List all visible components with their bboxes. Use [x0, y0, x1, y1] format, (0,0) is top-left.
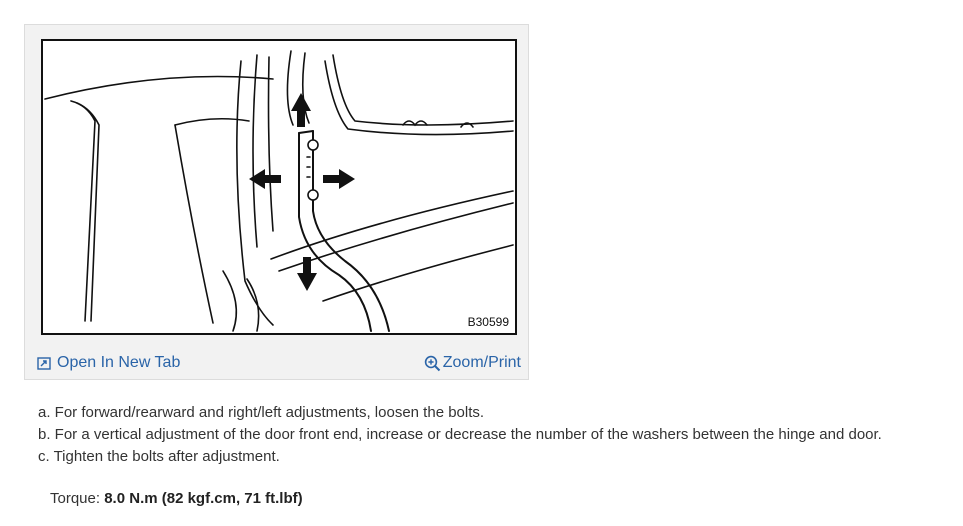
figure-toolbar: [25, 347, 528, 377]
hinge-adjustment-illustration[interactable]: [41, 39, 517, 335]
open-in-new-tab-link[interactable]: [37, 354, 180, 372]
zoom-icon: [424, 355, 441, 372]
zoom-print-link[interactable]: [424, 354, 521, 372]
torque-value: 8.0 N.m (82 kgf.cm, 71 ft.lbf): [104, 490, 303, 507]
figure-code: B30599: [467, 315, 509, 329]
open-new-tab-icon: [37, 357, 51, 370]
zoom-print-label: Zoom/Print: [442, 354, 521, 371]
figure-card: [24, 24, 529, 380]
step-item: a. For forward/rearward and right/left adjustments, loosen the bolts.: [38, 404, 485, 421]
open-in-new-tab-label: Open In New Tab: [57, 354, 181, 371]
torque-label: Torque:: [50, 490, 101, 507]
door-hinge-drawing: [43, 41, 515, 333]
torque-spec: [50, 490, 303, 507]
step-item: b. For a vertical adjustment of the door front end, increase or decrease the number of the washers between the hinge and door.: [38, 426, 882, 443]
adjustment-steps: [38, 402, 882, 468]
step-item: c. Tighten the bolts after adjustment.: [38, 448, 280, 465]
